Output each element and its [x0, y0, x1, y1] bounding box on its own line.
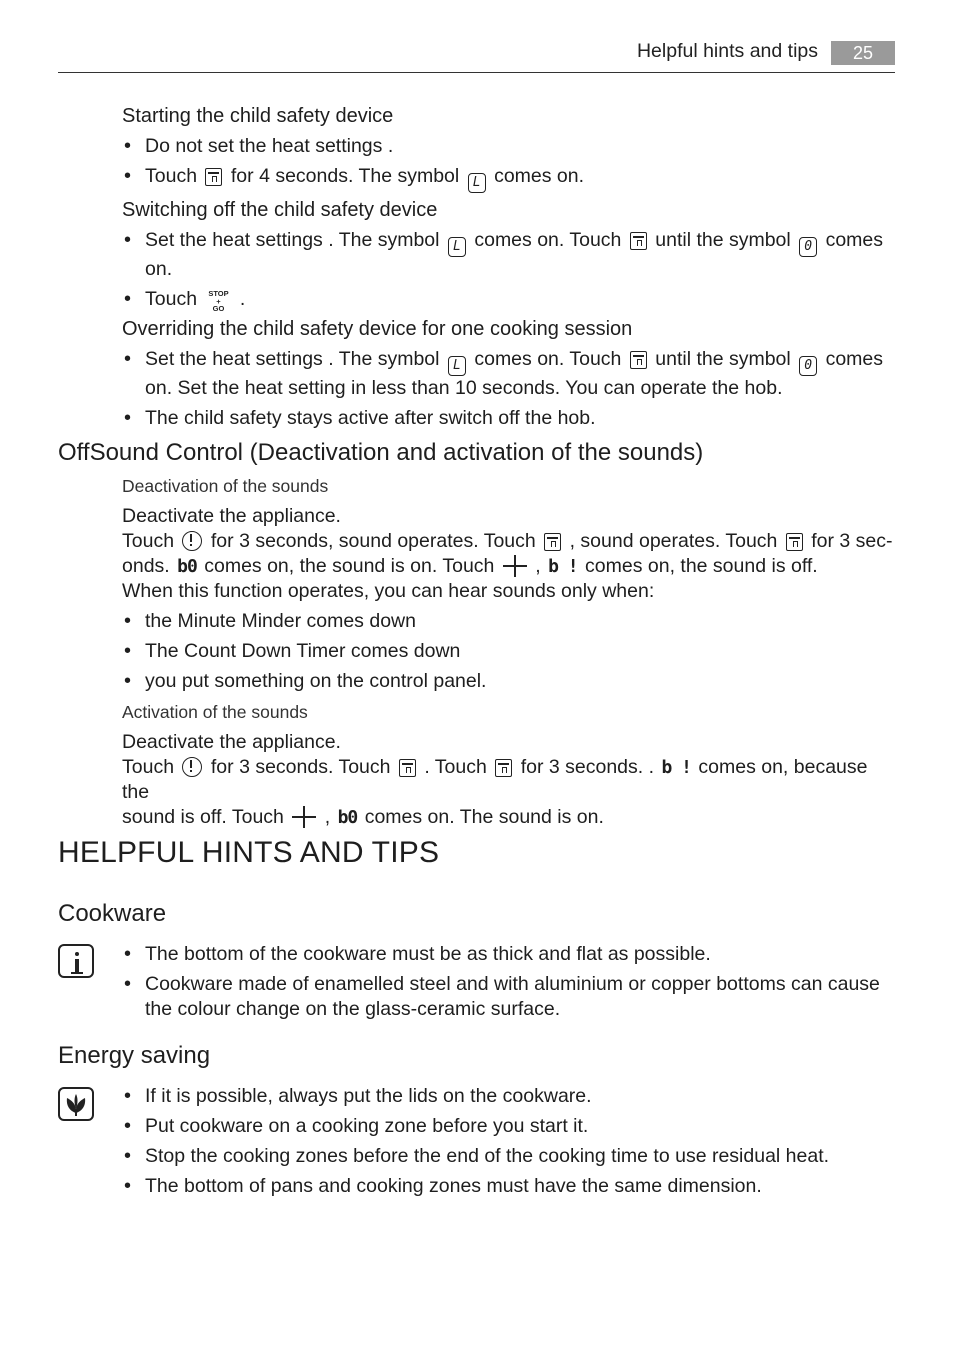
- lock-key-icon: [544, 533, 561, 551]
- list-item: • the Minute Minder comes down: [122, 609, 894, 634]
- lock-key-icon: [205, 168, 222, 186]
- lock-l-symbol-icon: L: [468, 173, 486, 193]
- lock-key-icon: [786, 533, 803, 551]
- offsound-heading: OffSound Control (Deactivation and activation of the sounds): [58, 439, 704, 466]
- running-header: [58, 36, 895, 73]
- activation-paragraph: Deactivate the appliance. Touch for 3 seconds. Touch . Touch for 3 seconds. . b ! comes on, because the sound is off. Touch , b0 comes on. The sound is on.: [122, 731, 868, 828]
- header-section-title: Helpful hints and tips: [636, 40, 818, 62]
- energy-saving-list: [122, 1084, 894, 1204]
- list-item: • you put something on the control panel.: [122, 669, 894, 694]
- plus-icon: [503, 555, 527, 577]
- page-title: HELPFUL HINTS AND TIPS: [58, 836, 440, 869]
- environment-leaf-icon: [58, 1087, 94, 1121]
- timer-clock-icon: [182, 757, 202, 777]
- list-item: • Set the heat settings . The symbol L comes on. Touch until the symbol 0 comes on. Set the heat setting in less than 10 seconds. You can operate the hob.: [122, 347, 894, 401]
- list-item: • The bottom of pans and cooking zones must have the same dimension.: [122, 1174, 894, 1199]
- list-item: • Touch STOP + GO .: [122, 287, 894, 312]
- lock-key-icon: [399, 759, 416, 777]
- switch-off-child-safety-list: [122, 228, 894, 317]
- timer-clock-icon: [182, 531, 202, 551]
- deactivation-subheading: Deactivation of the sounds: [122, 476, 329, 496]
- lock-key-icon: [630, 351, 647, 369]
- info-icon: [58, 944, 94, 978]
- start-child-safety-list: [122, 134, 894, 198]
- energy-saving-heading: Energy saving: [58, 1042, 211, 1069]
- list-item: • The child safety stays active after switch off the hob.: [122, 406, 894, 431]
- list-item: • Do not set the heat settings .: [122, 134, 894, 159]
- plus-icon: [292, 806, 316, 828]
- page-number: 25: [831, 41, 895, 65]
- list-item: • Touch for 4 seconds. The symbol L comes on.: [122, 164, 894, 193]
- zero-symbol-icon: 0: [799, 237, 817, 257]
- list-item: • Stop the cooking zones before the end of the cooking time to use residual heat.: [122, 1144, 894, 1169]
- list-item: • Cookware made of enamelled steel and with aluminium or copper bottoms can cause the colour change on the glass-ceramic surface.: [122, 972, 894, 1022]
- lock-l-symbol-icon: L: [448, 237, 466, 257]
- cookware-list: [122, 942, 894, 1027]
- lock-key-icon: [630, 232, 647, 250]
- switch-off-child-safety-heading: Switching off the child safety device: [122, 199, 438, 221]
- lock-l-symbol-icon: L: [448, 356, 466, 376]
- sound-conditions-list: [122, 609, 894, 699]
- stop-go-icon: STOP + GO: [208, 289, 229, 313]
- deactivation-paragraph: Deactivate the appliance. Touch for 3 seconds, sound operates. Touch , sound operates. Touch for 3 sec- onds. b0 comes on, the sound is on. Touch , b ! comes on, the sound is off. When this function operates, you can hear sounds only when:: [122, 505, 893, 602]
- override-child-safety-heading: Overriding the child safety device for one cooking session: [122, 318, 633, 340]
- sound-off-display-icon: b !: [661, 757, 691, 778]
- zero-symbol-icon: 0: [799, 356, 817, 376]
- list-item: • If it is possible, always put the lids on the cookware.: [122, 1084, 894, 1109]
- list-item: • Put cookware on a cooking zone before you start it.: [122, 1114, 894, 1139]
- list-item: • The bottom of the cookware must be as thick and flat as possible.: [122, 942, 894, 967]
- activation-subheading: Activation of the sounds: [122, 702, 308, 722]
- lock-key-icon: [495, 759, 512, 777]
- sound-on-display-icon: b0: [177, 556, 197, 577]
- list-item: • The Count Down Timer comes down: [122, 639, 894, 664]
- sound-off-display-icon: b !: [548, 556, 578, 577]
- list-item: • Set the heat settings . The symbol L comes on. Touch until the symbol 0 comes on.: [122, 228, 894, 282]
- cookware-heading: Cookware: [58, 900, 167, 927]
- override-child-safety-list: [122, 347, 894, 436]
- start-child-safety-heading: Starting the child safety device: [122, 105, 394, 127]
- sound-on-display-icon: b0: [337, 807, 358, 828]
